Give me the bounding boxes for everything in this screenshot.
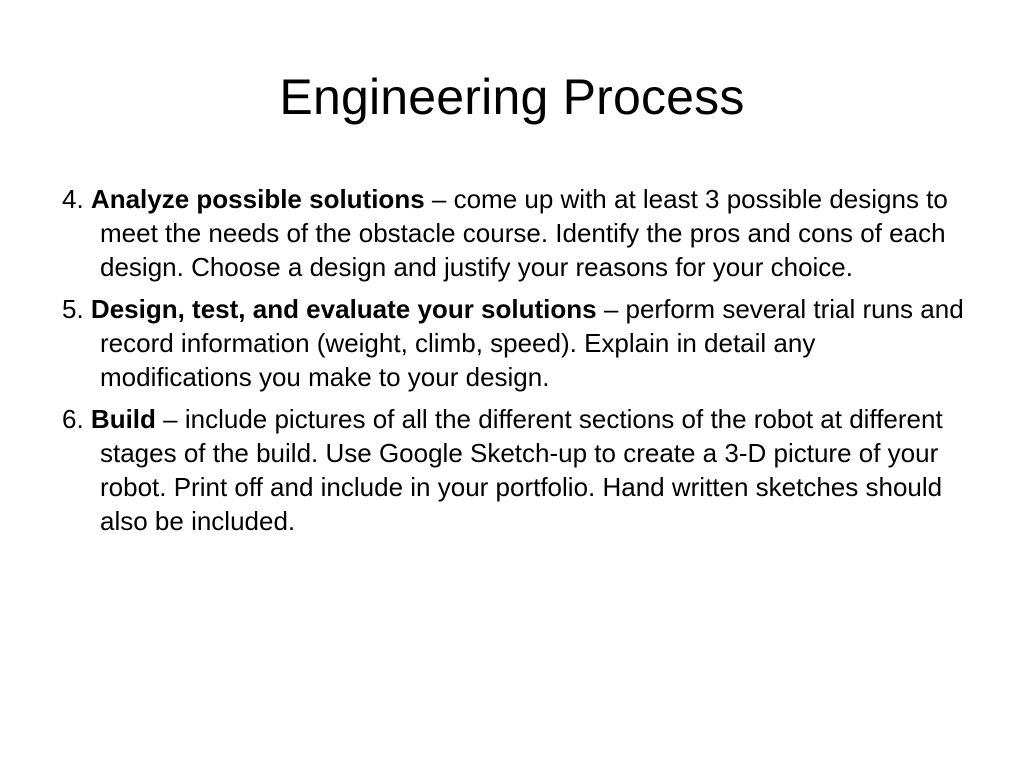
step-description: – perform several trial runs and record information (weight, climb, speed). Explain in detail any modifications you make to your design.: [100, 294, 964, 392]
step-term: Analyze possible solutions: [90, 184, 425, 214]
process-step-6: [62, 402, 972, 538]
step-term: Design, test, and evaluate your solutions: [90, 294, 597, 324]
step-description: – include pictures of all the different sections of the robot at different stages of the build. Use Google Sketch-up to create a 3-D picture of your robot. Print off and include in your portfolio. Hand written sketches should also be included.: [100, 404, 943, 536]
step-number: 6.: [62, 404, 84, 434]
step-number: 5.: [62, 294, 84, 324]
step-description: – come up with at least 3 possible designs to meet the needs of the obstacle course. Identify the pros and cons of each design. Choose a design and justify your reasons for your choice.: [100, 184, 948, 282]
slide-title: Engineering Process: [279, 69, 745, 125]
process-step-4: [62, 182, 972, 284]
process-step-list: [62, 182, 972, 546]
process-step-5: [62, 292, 972, 394]
step-number: 4.: [62, 184, 84, 214]
step-term: Build: [90, 404, 156, 434]
